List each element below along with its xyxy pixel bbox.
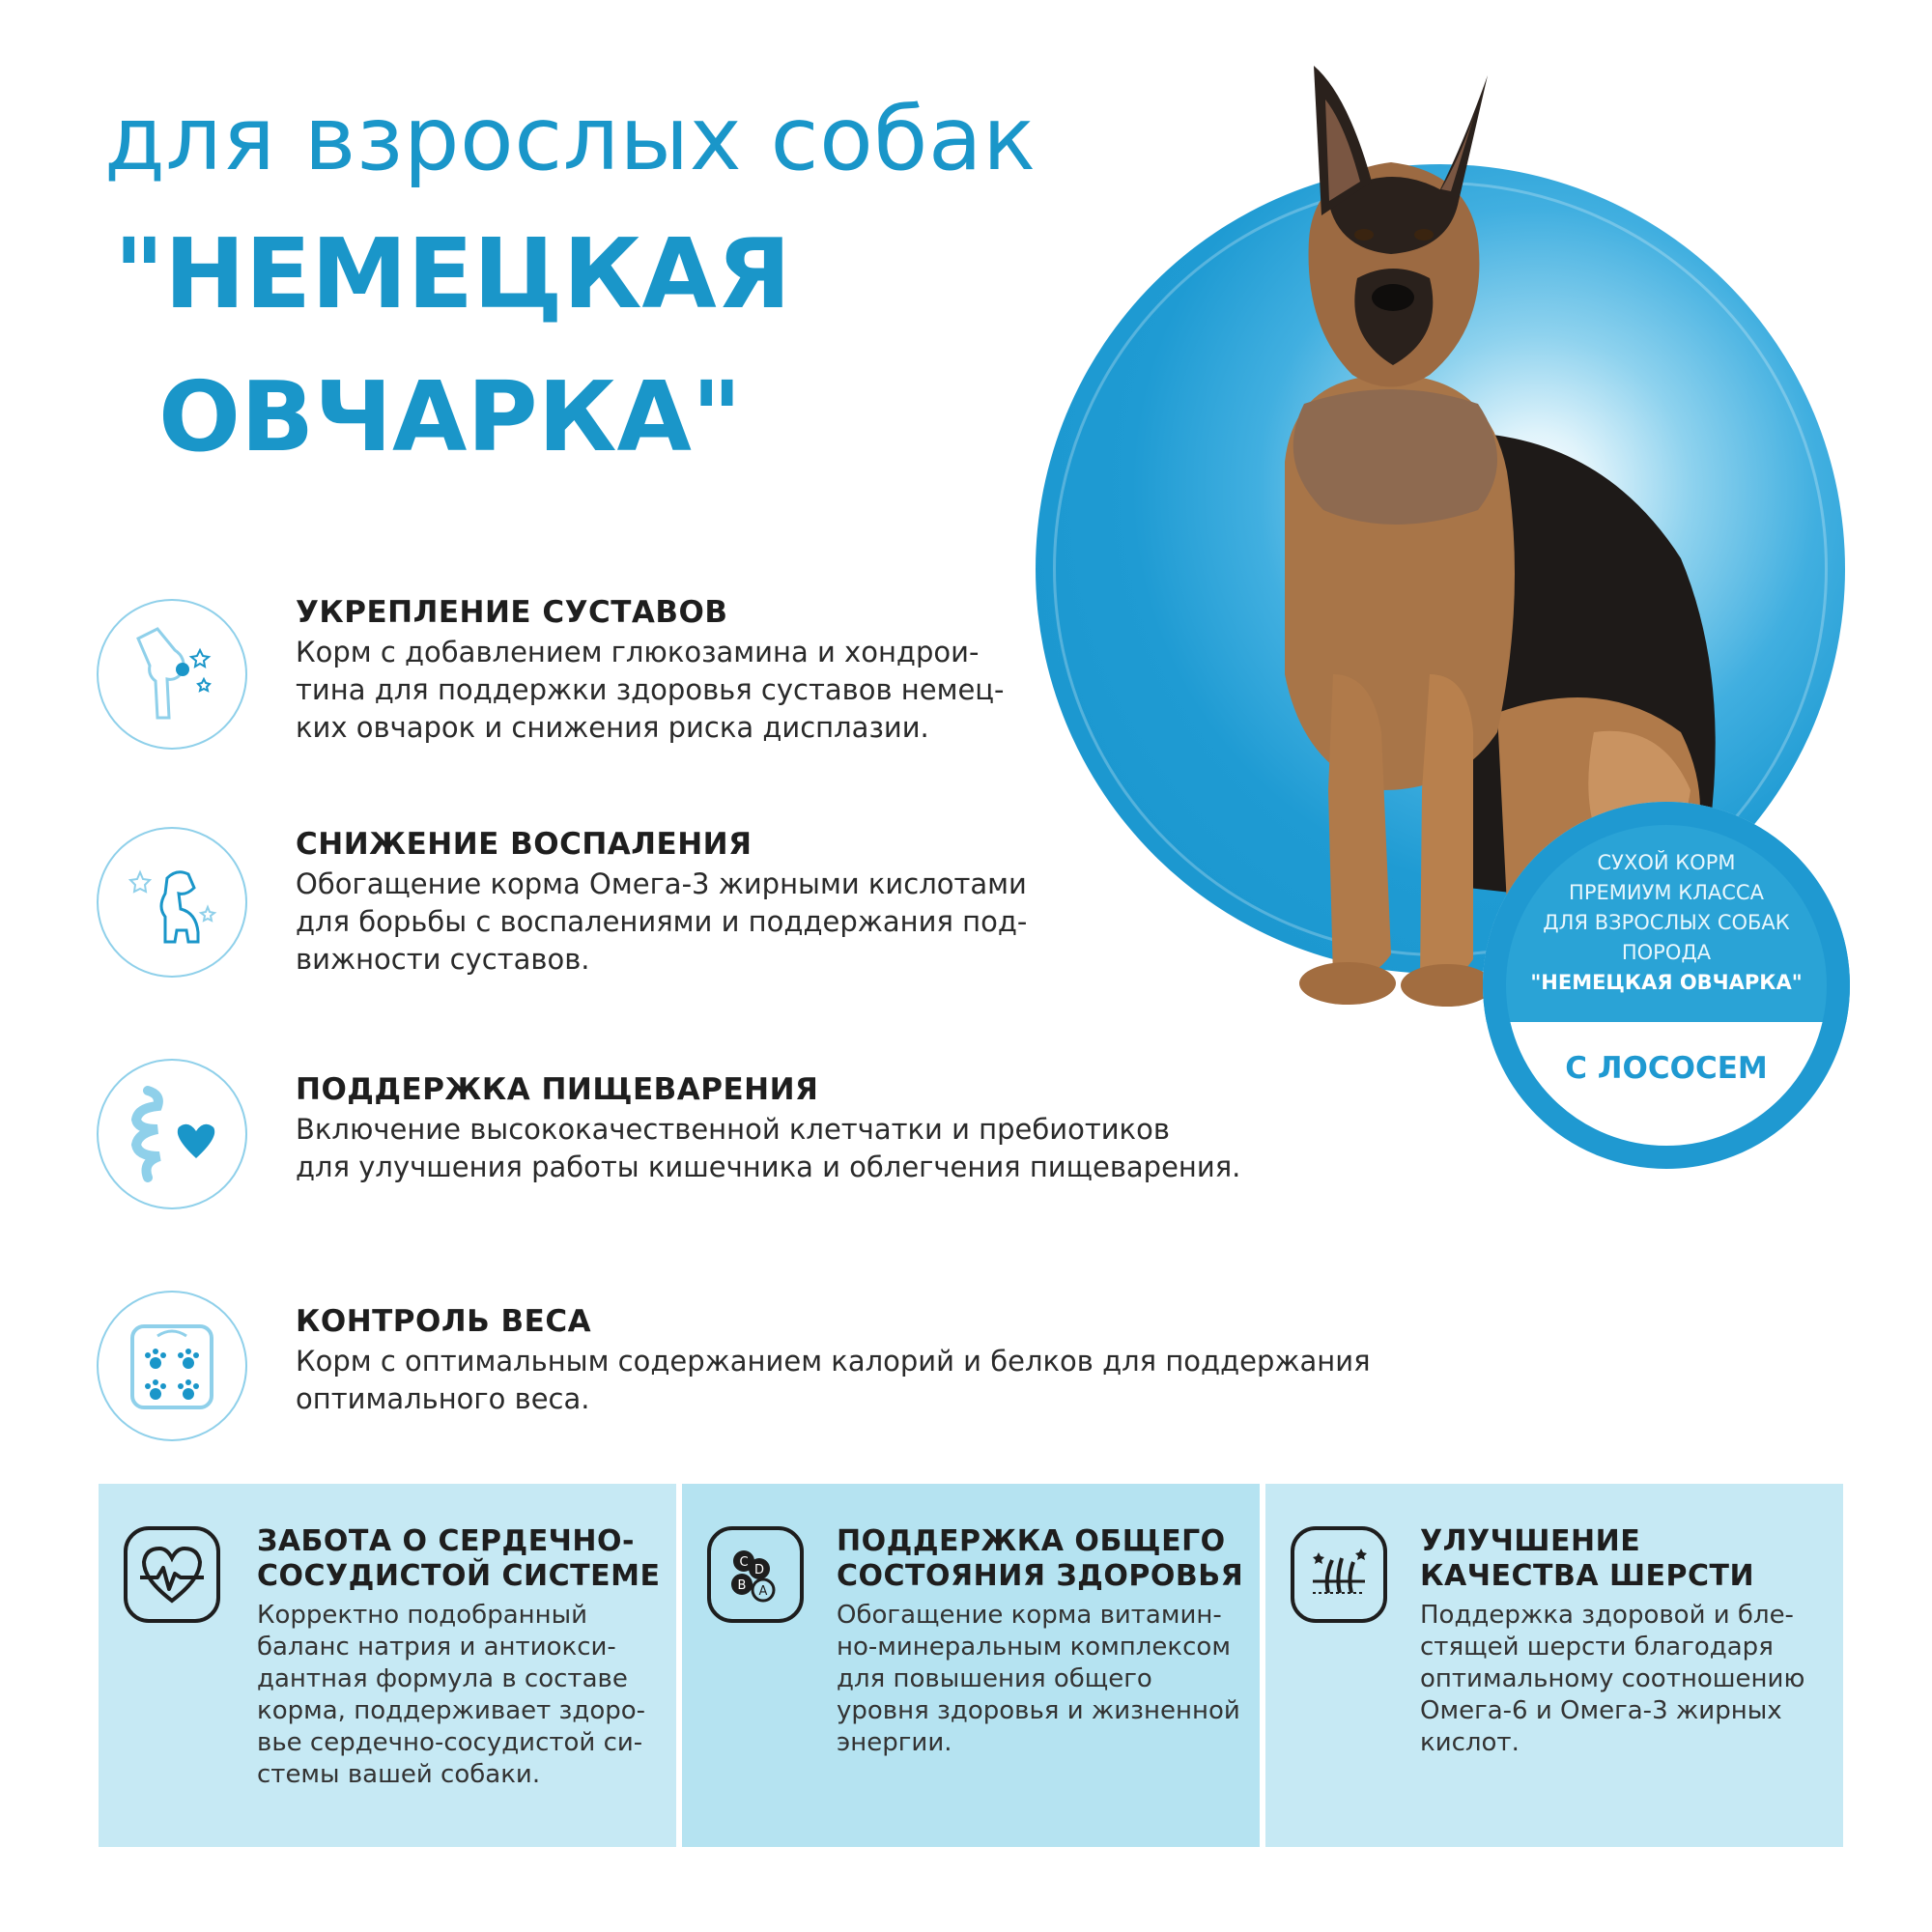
vitamins-icon xyxy=(707,1526,804,1623)
feature-title: КОНТРОЛЬ ВЕСА xyxy=(296,1304,592,1339)
feature-text: Корм с оптимальным содержанием калорий и белков для поддержания оптимального веса. xyxy=(296,1345,1371,1415)
feature-text: Корм с добавлением глюкозамина и хондрои- тина для поддержки здоровья суставов немец- ких овчарок и снижения риска дисплазии. xyxy=(296,636,1005,744)
badge-line: СУХОЙ КОРМ xyxy=(1597,851,1736,874)
vitamin-letter: C xyxy=(739,1555,749,1570)
page-subtitle: для взрослых собак xyxy=(104,89,1037,190)
page-title xyxy=(114,203,791,489)
joint-icon xyxy=(97,599,247,750)
page-title-line2: ОВЧАРКА" xyxy=(158,360,742,473)
badge-line: ПОРОДА xyxy=(1621,941,1712,964)
benefit-panel-heart xyxy=(99,1484,676,1847)
vitamin-letter: A xyxy=(758,1584,768,1599)
intestine-heart-icon xyxy=(97,1059,247,1209)
dog-sparkle-icon xyxy=(97,827,247,978)
feature-text: Обогащение корма Омега-3 жирными кислотами для борьбы с воспалениями и поддержания под- вижности суставов. xyxy=(296,867,1028,976)
panel-title: УЛУЧШЕНИЕ КАЧЕСТВА ШЕРСТИ xyxy=(1420,1524,1755,1593)
badge-line: ПРЕМИУМ КЛАССА xyxy=(1569,881,1764,904)
feature-title: СНИЖЕНИЕ ВОСПАЛЕНИЯ xyxy=(296,827,753,862)
panel-title: ПОДДЕРЖКА ОБЩЕГО СОСТОЯНИЯ ЗДОРОВЬЯ xyxy=(837,1524,1244,1593)
page-title-line1: "НЕМЕЦКАЯ xyxy=(114,217,791,330)
benefit-panel-coat xyxy=(1265,1484,1843,1847)
hair-follicle-icon xyxy=(1291,1526,1387,1623)
vitamin-letter: B xyxy=(737,1578,747,1593)
panel-title: ЗАБОТА О СЕРДЕЧНО- СОСУДИСТОЙ СИСТЕМЕ xyxy=(257,1524,661,1593)
panel-text: Поддержка здоровой и бле- стящей шерсти благодаря оптимальному соотношению Омега-6 и Омега-3 жирных кислот. xyxy=(1420,1601,1805,1757)
feature-title: ПОДДЕРЖКА ПИЩЕВАРЕНИЯ xyxy=(296,1072,819,1107)
badge-breed: "НЕМЕЦКАЯ ОВЧАРКА" xyxy=(1530,971,1803,994)
vitamin-letter: D xyxy=(753,1563,765,1577)
panel-text: Корректно подобранный баланс натрия и антиокси- дантная формула в составе корма, поддерживает здоро- вье сердечно-сосудистой си- стемы вашей собаки. xyxy=(257,1601,646,1789)
feature-title: УКРЕПЛЕНИЕ СУСТАВОВ xyxy=(296,595,728,630)
badge-top xyxy=(1483,802,1850,1022)
scale-paws-icon xyxy=(97,1291,247,1441)
badge-flavor: С ЛОСОСЕМ xyxy=(1565,1051,1768,1086)
benefit-panel-health xyxy=(682,1484,1260,1847)
heart-pulse-icon xyxy=(124,1526,220,1623)
feature-text: Включение высококачественной клетчатки и пребиотиков для улучшения работы кишечника и облегчения пищеварения. xyxy=(296,1113,1241,1183)
badge-line: ДЛЯ ВЗРОСЛЫХ СОБАК xyxy=(1543,911,1790,934)
product-badge xyxy=(1483,802,1850,1169)
panel-text: Обогащение корма витамин- но-минеральным комплексом для повышения общего уровня здоровья и жизненной энергии. xyxy=(837,1601,1240,1757)
